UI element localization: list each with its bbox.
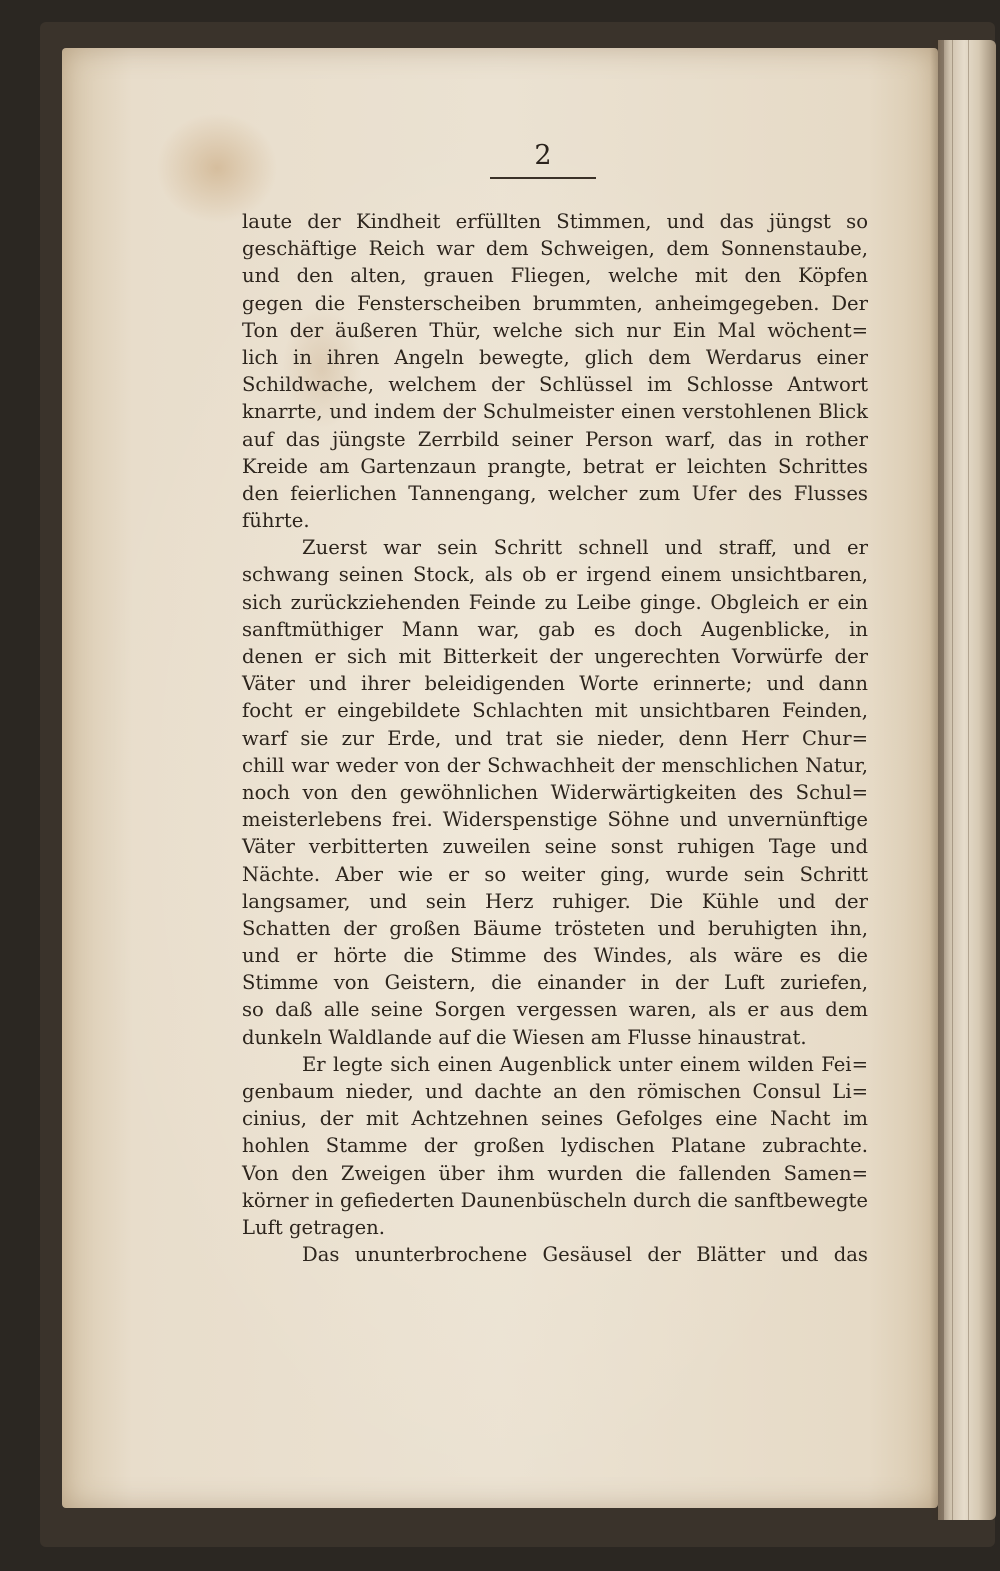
text-line: dunkeln Waldlande auf die Wiesen am Flusse hinaustrat. [242,1025,807,1049]
text-line: langsamer, und sein Herz ruhiger. Die Kühle und der [242,889,868,913]
text-line: knarrte, und indem der Schulmeister einen verstohlenen Blick [242,400,868,424]
text-line: Kreide am Gartenzaun prangte, betrat er leichten Schrittes [242,454,868,478]
text-line: Stimme von Geistern, die einander in der Luft zuriefen, [242,971,868,995]
text-line: warf sie zur Erde, und trat sie nieder, denn Herr Chur= [242,726,868,750]
page-number-rule [490,177,596,179]
text-line: denen er sich mit Bitterkeit der ungerechten Vorwürfe der [242,645,868,668]
page-edges [938,40,996,1520]
text-line: und er hörte die Stimme des Windes, als wäre es die [242,944,868,968]
text-line: focht er eingebildete Schlachten mit unsichtbaren Feinden, [242,699,868,723]
text-line: lich in ihren Angeln bewegte, glich dem Werdarus einer [242,345,868,369]
text-line: cinius, der mit Achtzehnen seines Gefolges eine Nacht im [242,1107,868,1131]
text-line: körner in gefiederten Daunenbüscheln durch die sanftbewegte [242,1188,868,1212]
text-line: führte. [242,509,310,533]
page-number: 2 [534,140,552,171]
text-line: meisterlebens frei. Widerspenstige Söhne und unvernünftige [242,808,868,832]
text-line: laute der Kindheit erfüllten Stimmen, und das jüngst so [242,210,868,233]
text-line: Nächte. Aber wie er so weiter ging, wurde sein Schritt [242,862,868,886]
body-text [242,208,868,1268]
text-line: sanftmüthiger Mann war, gab es doch Augenblicke, in [242,617,868,641]
text-line: schwang seinen Stock, als ob er irgend einem unsichtbaren, [242,563,868,587]
text-line: Väter und ihrer beleidigenden Worte erinnerte; und dann [242,672,868,696]
text-line: auf das jüngste Zerrbild seiner Person warf, das in rother [242,427,868,451]
text-line: chill war weder von der Schwachheit der menschlichen Natur, [242,753,868,777]
text-line: noch von den gewöhnlichen Widerwärtigkeiten des Schul= [242,780,868,804]
text-line: Von den Zweigen über ihm wurden die fallenden Samen= [242,1161,868,1185]
text-line: Luft getragen. [242,1215,386,1239]
text-line: geschäftige Reich war dem Schweigen, dem Sonnenstaube, [242,237,868,261]
text-line: sich zurückziehenden Feinde zu Leibe ginge. Obgleich er ein [242,590,868,614]
spine-shadow [930,40,944,1520]
text-line: Schildwache, welchem der Schlüssel im Schlosse Antwort [242,373,868,397]
text-line: gegen die Fensterscheiben brummten, anheimgegeben. Der [242,291,868,315]
text-line: Zuerst war sein Schritt schnell und straff, und er [302,536,868,560]
text-line: und den alten, grauen Fliegen, welche mit den Köpfen [242,264,868,288]
text-line: Das ununterbrochene Gesäusel der Blätter und das [302,1243,868,1267]
text-line: Ton der äußeren Thür, welche sich nur Ein Mal wöchent= [242,318,868,342]
text-line: Schatten der großen Bäume trösteten und beruhigten ihn, [242,916,868,940]
text-line: Er legte sich einen Augenblick unter einem wilden Fei= [302,1052,868,1076]
text-line: so daß alle seine Sorgen vergessen waren, als er aus dem [242,998,868,1022]
text-line: genbaum nieder, und dachte an den römischen Consul Li= [242,1080,868,1103]
text-line: den feierlichen Tannengang, welcher zum Ufer des Flusses [242,481,868,505]
text-line: hohlen Stamme der großen lydischen Platane zubrachte. [242,1134,868,1158]
text-line: Väter verbitterten zuweilen seine sonst ruhigen Tage und [242,835,868,859]
